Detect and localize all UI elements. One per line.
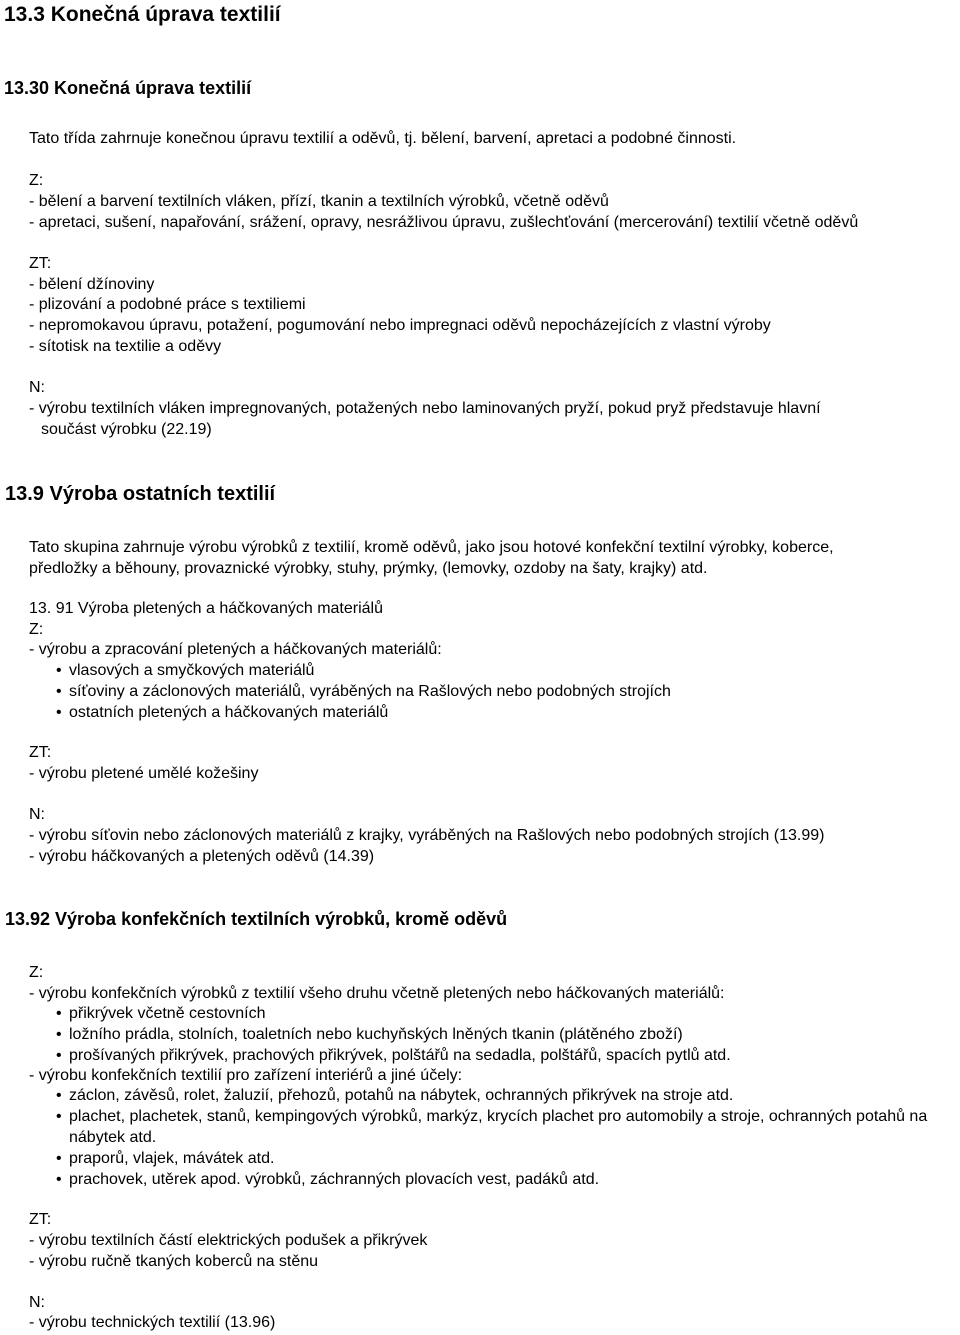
zt-item-1392-1: - výrobu textilních částí elektrických podušek a přikrývek <box>29 1232 428 1249</box>
list-item: • prachovek, utěrek apod. výrobků, záchranných plovacích vest, padáků atd. <box>29 1169 954 1190</box>
zt-item-1330-4: - sítotisk na textilie a oděvy <box>29 338 222 355</box>
bullet-list-1392-b <box>29 1085 954 1190</box>
zt-label-1392: ZT: <box>29 1211 52 1228</box>
section-title-139: 13.9 Výroba ostatních textilií <box>5 483 276 505</box>
list-item: • záclon, závěsů, rolet, žaluzií, přehozů, potahů na nábytek, ochranných přikrývek na stroje atd. <box>29 1085 954 1106</box>
list-item: • síťoviny a záclonových materiálů, vyráběných na Rašlových nebo podobných strojích <box>29 681 956 702</box>
n-label-1330: N: <box>29 379 45 396</box>
zt-item-1330-1: - bělení džínoviny <box>29 276 155 293</box>
n-label-1392: N: <box>29 1294 45 1311</box>
zt-label-1391: ZT: <box>29 744 52 761</box>
bullet-list-1391 <box>29 660 956 723</box>
z-item-1392-1: - výrobu konfekčních výrobků z textilií všeho druhu včetně pletených nebo háčkovaných materiálů: <box>29 985 725 1002</box>
z-item-1330-2: - apretaci, sušení, napařování, srážení, opravy, nesrážlivou úpravu, zušlechťování (mercerování) textilií včetně oděvů <box>29 214 859 231</box>
zt-item-1330-3: - nepromokavou úpravu, potažení, pogumování nebo impregnaci oděvů nepocházejících z vlastní výroby <box>29 317 771 334</box>
zt-label-1330: ZT: <box>29 255 52 272</box>
section-title-1391: 13. 91 Výroba pletených a háčkovaných materiálů <box>29 600 383 617</box>
zt-item-1330-2: - plizování a podobné práce s textiliemi <box>29 296 306 313</box>
list-item: • vlasových a smyčkových materiálů <box>29 660 956 681</box>
n-item-1330-line1: - výrobu textilních vláken impregnovaných, potažených nebo laminovaných pryží, pokud pryž představuje hlavní <box>29 400 821 417</box>
z-item-1392-2: - výrobu konfekčních textilií pro zařízení interiérů a jiné účely: <box>29 1067 463 1084</box>
n-item-1391-1: - výrobu síťovin nebo záclonových materiálů z krajky, vyráběných na Rašlových nebo podobných strojích (13.99) <box>29 827 825 844</box>
z-label-1330: Z: <box>29 172 44 189</box>
list-item: • přikrývek včetně cestovních <box>29 1003 956 1024</box>
bullet-list-1392-a <box>29 1003 956 1066</box>
page-heading: 13.3 Konečná úprava textilií <box>4 3 281 26</box>
zt-item-1392-2: - výrobu ručně tkaných koberců na stěnu <box>29 1253 319 1270</box>
intro-139-line2: předložky a běhouny, provaznické výrobky, stuhy, prýmky, (lemovky, ozdoby na šaty, krajky) atd. <box>29 560 708 577</box>
n-item-1330-line2: součást výrobku (22.19) <box>41 421 212 438</box>
list-item: • ložního prádla, stolních, toaletních nebo kuchyňských lněných tkanin (plátěného zboží) <box>29 1024 956 1045</box>
z-label-1391: Z: <box>29 621 44 638</box>
n-item-1391-2: - výrobu háčkovaných a pletených oděvů (14.39) <box>29 848 375 865</box>
list-item: • prošívaných přikrývek, prachových přikrývek, polštářů na sedadla, polštářů, spacích pytlů atd. <box>29 1045 956 1066</box>
zt-item-1391: - výrobu pletené umělé kožešiny <box>29 765 259 782</box>
intro-139-line1: Tato skupina zahrnuje výrobu výrobků z textilií, kromě oděvů, jako jsou hotové konfekční textilní výrobky, koberce, <box>29 539 834 556</box>
z-label-1392: Z: <box>29 964 44 981</box>
list-item: • praporů, vlajek, mávátek atd. <box>29 1148 954 1169</box>
list-item: • ostatních pletených a háčkovaných materiálů <box>29 702 956 723</box>
intro-1330: Tato třída zahrnuje konečnou úpravu textilií a oděvů, tj. bělení, barvení, apretaci a podobné činnosti. <box>29 130 737 147</box>
z-item-1330-1: - bělení a barvení textilních vláken, přízí, tkanin a textilních výrobků, včetně oděvů <box>29 193 609 210</box>
z-item-1391: - výrobu a zpracování pletených a háčkovaných materiálů: <box>29 641 442 658</box>
section-title-1392: 13.92 Výroba konfekčních textilních výrobků, kromě oděvů <box>5 909 508 929</box>
list-item: • plachet, plachetek, stanů, kempingových výrobků, markýz, krycích plachet pro automobily a stroje, ochranných potahů na nábytek atd. <box>29 1106 954 1148</box>
n-label-1391: N: <box>29 806 45 823</box>
section-title-1330: 13.30 Konečná úprava textilií <box>4 78 252 98</box>
n-item-1392: - výrobu technických textilií (13.96) <box>29 1314 276 1331</box>
